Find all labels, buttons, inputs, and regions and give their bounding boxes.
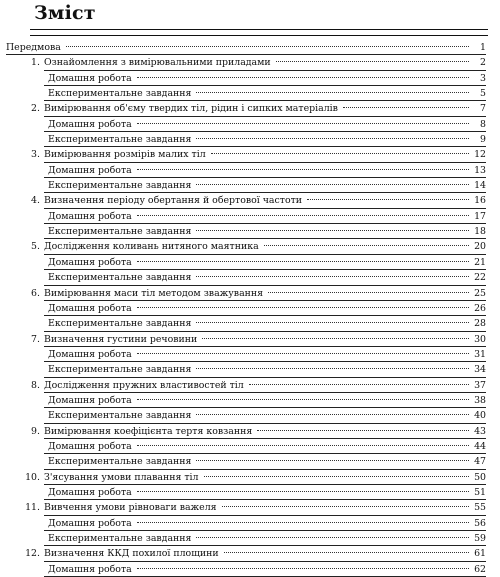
toc-page-number: 62 [474, 563, 486, 575]
toc-page-number: 31 [474, 348, 486, 360]
toc-page-number: 20 [474, 241, 486, 253]
title-rule-top [30, 29, 488, 30]
dot-leader [196, 321, 469, 323]
toc-entry-label [48, 132, 486, 147]
toc-entry-label [48, 454, 486, 469]
toc-subsection-row[interactable] [0, 562, 500, 577]
toc-page-number: 40 [474, 410, 486, 422]
toc-entry-number: 4. [31, 195, 40, 207]
dot-leader [196, 91, 469, 93]
dot-leader [196, 229, 469, 231]
toc-entry-title: Експериментальне завдання [48, 272, 192, 284]
toc-entry-title: Домашня робота [48, 486, 132, 498]
title-rule-bottom [30, 35, 488, 36]
toc-page-number: 43 [474, 425, 486, 437]
toc-entry-title: Визначення ККД похилої площини [44, 548, 219, 560]
dot-leader [204, 475, 469, 477]
toc-page-number: 13 [474, 164, 486, 176]
toc-subsection-row[interactable] [0, 117, 500, 132]
toc-entry-title: Вимірювання розмірів малих тіл [44, 149, 206, 161]
toc-chapter-row[interactable] [0, 286, 500, 301]
toc-page-number: 44 [474, 440, 486, 452]
toc-page-number: 1 [480, 42, 486, 53]
toc-page-number: 7 [480, 103, 486, 115]
dot-leader [196, 413, 469, 415]
toc-entry-title: Вимірювання об'єму твердих тіл, рідин і сипких матеріалів [44, 103, 338, 115]
toc-subsection-row[interactable] [0, 209, 500, 224]
toc-page-number: 30 [474, 333, 486, 345]
toc-entry-label [48, 178, 486, 193]
toc-subsection-row[interactable] [0, 362, 500, 377]
toc-chapter-row[interactable] [0, 378, 500, 393]
toc-page-number: 51 [474, 486, 486, 498]
dot-leader [276, 60, 469, 62]
toc-entry-label [48, 71, 486, 86]
toc-entry-title: Експериментальне завдання [48, 226, 192, 238]
toc-page-number: 50 [474, 471, 486, 483]
dot-leader [196, 459, 469, 461]
dot-leader [137, 122, 469, 124]
toc-chapter-row[interactable] [0, 470, 500, 485]
toc-entry-number: 6. [31, 287, 40, 299]
toc-entry-title: Домашня робота [48, 210, 132, 222]
toc-entry-title: Домашня робота [48, 563, 132, 575]
toc-page-number: 21 [474, 256, 486, 268]
dot-leader [196, 137, 469, 139]
toc-entry-number: 10. [25, 471, 40, 483]
toc-entry-label [44, 546, 486, 561]
toc-entry-label [44, 147, 486, 162]
toc-entry-title: Домашня робота [48, 394, 132, 406]
toc-page-number: 56 [474, 517, 486, 529]
page-title: Зміст [34, 2, 96, 24]
toc-entry-title: Експериментальне завдання [48, 456, 192, 468]
dot-leader [137, 306, 469, 308]
toc-entry-label [44, 424, 486, 439]
dot-leader [196, 183, 469, 185]
toc-entry-label [48, 393, 486, 408]
toc-entry-title: Експериментальне завдання [48, 134, 192, 146]
toc-page-number: 25 [474, 287, 486, 299]
dot-leader [137, 444, 469, 446]
toc-subsection-row[interactable] [0, 454, 500, 469]
toc-entry-number: 7. [31, 333, 40, 345]
toc-entry-label [48, 516, 486, 531]
toc-entry-label [48, 163, 486, 178]
toc-subsection-row[interactable] [0, 163, 500, 178]
dot-leader [137, 567, 469, 569]
toc-entry-title: Вимірювання маси тіл методом зважування [44, 287, 264, 299]
toc-entry-label [48, 439, 486, 454]
dot-leader [307, 198, 469, 200]
toc-entry-number: 12. [25, 548, 40, 560]
toc-entry-title: Ознайомлення з вимірювальними приладами [44, 57, 271, 69]
toc-entry-label [44, 193, 486, 208]
toc-subsection-row[interactable] [0, 270, 500, 285]
dot-leader [222, 505, 469, 507]
toc-entry-title: Домашня робота [48, 302, 132, 314]
toc-chapter-row[interactable] [0, 147, 500, 162]
toc-page-number: 28 [474, 318, 486, 330]
dot-leader [137, 490, 469, 492]
toc-subsection-row[interactable] [0, 301, 500, 316]
toc-page-number: 12 [474, 149, 486, 161]
dot-leader [343, 106, 469, 108]
toc-chapter-row[interactable] [0, 332, 500, 347]
dot-leader [137, 521, 469, 523]
toc-subsection-row[interactable] [0, 531, 500, 546]
dot-leader [137, 76, 469, 78]
toc-page-number: 9 [480, 134, 486, 146]
toc-entry-label [44, 239, 486, 254]
toc-entry-number: 2. [31, 103, 40, 115]
toc-entry-title: Вивчення умови рівноваги важеля [44, 502, 217, 514]
toc-entry-title: Визначення періоду обертання й обертової частоти [44, 195, 303, 207]
dot-leader [211, 152, 469, 154]
toc-page-number: 34 [474, 364, 486, 376]
toc-chapter-row[interactable] [0, 424, 500, 439]
toc-entry-number: 9. [31, 425, 40, 437]
toc-entry-label [48, 301, 486, 316]
toc-entry-label [44, 332, 486, 347]
toc-entry-title: Дослідження коливань нитяного маятника [44, 241, 259, 253]
dot-leader [196, 367, 469, 369]
toc-entry-title: Експериментальне завдання [48, 410, 192, 422]
toc-entry-label [44, 470, 486, 485]
dot-leader [137, 260, 469, 262]
toc-subsection-row[interactable] [0, 347, 500, 362]
toc-entry-title: Домашня робота [48, 164, 132, 176]
toc-page-number: 8 [480, 118, 486, 130]
toc-subsection-row[interactable] [0, 485, 500, 500]
toc-entry-title: З'ясування умови плавання тіл [44, 471, 199, 483]
toc-page-number: 14 [474, 180, 486, 192]
toc-page-number: 38 [474, 394, 486, 406]
toc-subsection-row[interactable] [0, 132, 500, 147]
toc-entry-label [48, 270, 486, 285]
dot-leader [249, 383, 469, 385]
dot-leader [202, 337, 469, 339]
toc-subsection-row[interactable] [0, 255, 500, 270]
toc-page-number: 17 [474, 210, 486, 222]
toc-entry-label [44, 101, 486, 116]
toc-chapter-row[interactable] [0, 239, 500, 254]
toc-page-number: 2 [480, 57, 486, 69]
toc-entry-title: Експериментальне завдання [48, 180, 192, 192]
toc-entry-title: Дослідження пружних властивостей тіл [44, 379, 244, 391]
toc-entry-title: Домашня робота [48, 440, 132, 452]
toc-entry-title: Експериментальне завдання [48, 88, 192, 100]
dot-leader [196, 275, 469, 277]
toc-chapter-row[interactable] [0, 193, 500, 208]
toc-entry-label [48, 86, 486, 101]
dot-leader [196, 536, 469, 538]
toc-entry-number: 11. [25, 502, 40, 514]
toc-entry-label [48, 408, 486, 423]
toc-page-number: 22 [474, 272, 486, 284]
toc-entry-title: Вимірювання коефіцієнта тертя ковзання [44, 425, 253, 437]
toc-entry-label [48, 255, 486, 270]
toc-subsection-row[interactable] [0, 316, 500, 331]
toc-page-number: 26 [474, 302, 486, 314]
toc-entry-title: Визначення густини речовини [44, 333, 198, 345]
dot-leader [137, 398, 469, 400]
toc-chapter-row[interactable] [0, 55, 500, 70]
toc-page-number: 55 [474, 502, 486, 514]
dot-leader [137, 352, 469, 354]
toc-entry-number: 5. [31, 241, 40, 253]
dot-leader [264, 244, 469, 246]
toc-entry-label [48, 209, 486, 224]
toc-chapter-row[interactable] [0, 500, 500, 515]
dot-leader [66, 45, 469, 47]
toc-entry-title: Домашня робота [48, 256, 132, 268]
toc-page-number: 3 [480, 72, 486, 84]
toc-subsection-row[interactable] [0, 393, 500, 408]
toc-entry-title: Домашня робота [48, 72, 132, 84]
dot-leader [224, 551, 469, 553]
toc-entry-label [44, 500, 486, 515]
toc-subsection-row[interactable] [0, 408, 500, 423]
toc-subsection-row[interactable] [0, 516, 500, 531]
toc-entry-title: Експериментальне завдання [48, 364, 192, 376]
toc-entry-number: 3. [31, 149, 40, 161]
toc-entry-title: Експериментальне завдання [48, 533, 192, 544]
toc-entry-label [48, 531, 486, 546]
toc-entry-title: Домашня робота [48, 118, 132, 130]
toc-entry-title: Передмова [6, 42, 61, 53]
dot-leader [137, 168, 469, 170]
toc-entry-label [48, 362, 486, 377]
toc-page-number: 47 [474, 456, 486, 468]
toc-entry-title: Експериментальне завдання [48, 318, 192, 330]
toc-page-number: 16 [474, 195, 486, 207]
toc-page-number: 5 [480, 88, 486, 100]
toc-subsection-row[interactable] [0, 71, 500, 86]
toc-entry-label [44, 286, 486, 301]
toc-subsection-row[interactable] [0, 439, 500, 454]
toc-page-number: 37 [474, 379, 486, 391]
toc-entry-number: 1. [31, 57, 40, 69]
toc-chapter-row[interactable] [0, 101, 500, 116]
toc-entry-label [48, 117, 486, 132]
toc-entry-label [48, 224, 486, 239]
toc-page-number: 61 [474, 548, 486, 560]
toc-entry-title: Домашня робота [48, 348, 132, 360]
toc-entry-title: Домашня робота [48, 517, 132, 529]
dot-leader [137, 214, 469, 216]
dot-leader [268, 291, 469, 293]
toc-page-number: 18 [474, 226, 486, 238]
toc-chapter-row[interactable] [0, 546, 500, 561]
toc-list [0, 40, 500, 577]
toc-entry-label [44, 378, 486, 393]
toc-entry-label [6, 40, 486, 55]
toc-entry-label [48, 562, 486, 577]
toc-entry-label [48, 347, 486, 362]
dot-leader [257, 429, 469, 431]
toc-subsection-row[interactable] [0, 178, 500, 193]
toc-entry-number: 8. [31, 379, 40, 391]
toc-subsection-row[interactable] [0, 224, 500, 239]
toc-entry-label [44, 55, 486, 70]
toc-page-number: 59 [474, 533, 486, 544]
toc-entry-label [48, 485, 486, 500]
toc-subsection-row[interactable] [0, 86, 500, 101]
toc-preface-row[interactable] [0, 40, 500, 55]
toc-entry-label [48, 316, 486, 331]
